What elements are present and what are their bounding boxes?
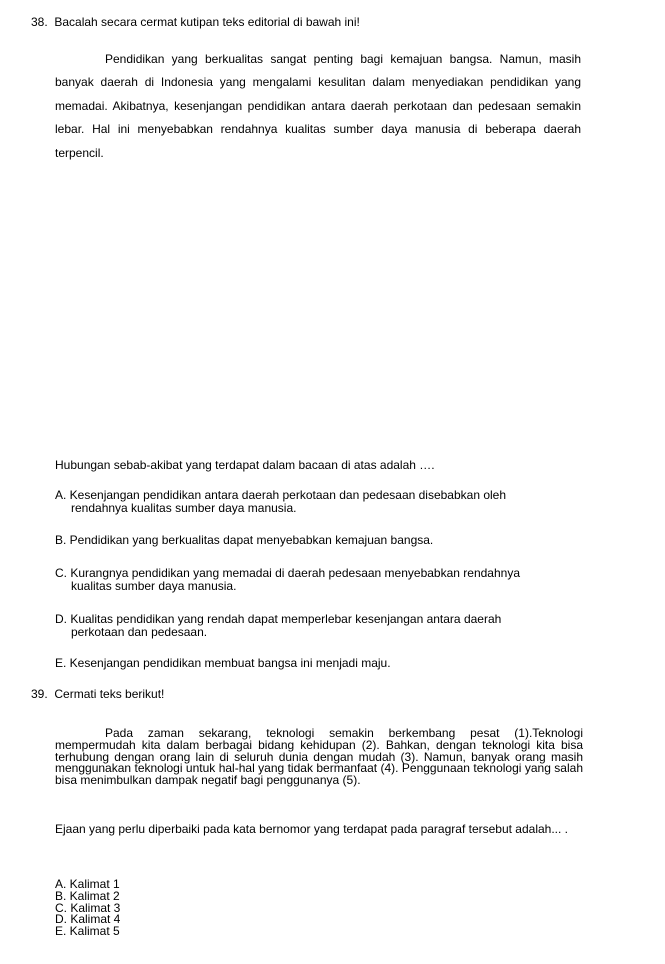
question-39-options	[55, 879, 120, 938]
question-39-prompt: Ejaan yang perlu diperbaiki pada kata bernomor yang terdapat pada paragraf tersebut adalah... .	[55, 822, 569, 836]
option-38-d-line2: perkotaan dan pedesaan.	[71, 624, 208, 639]
question-38-number: 38.	[31, 15, 48, 29]
editorial-passage-text: Pendidikan yang berkualitas sangat penting bagi kemajuan bangsa. Namun, masih banyak daerah di Indonesia yang mengalami kesulitan dalam menyediakan pendidikan yang memadai. Akibatnya, kesenjangan pendidikan antara daerah perkotaan dan pedesaan semakin lebar. Hal ini menyebabkan rendahnya kualitas sumber daya manusia di beberapa daerah terpencil.	[55, 52, 581, 160]
option-38-c[interactable]	[55, 567, 595, 592]
question-39-header	[31, 687, 164, 701]
option-39-e[interactable]: E. Kalimat 5	[55, 924, 120, 939]
technology-passage	[55, 728, 583, 787]
question-39-instruction: Cermati teks berikut!	[54, 687, 165, 701]
option-38-a-line2: rendahnya kualitas sumber daya manusia.	[71, 500, 297, 515]
option-38-a-line1: A. Kesenjangan pendidikan antara daerah perkotaan dan pedesaan disebabkan oleh	[55, 488, 507, 502]
question-38-prompt: Hubungan sebab-akibat yang terdapat dalam bacaan di atas adalah ….	[55, 458, 435, 472]
option-39-c[interactable]: C. Kalimat 3	[55, 900, 121, 915]
option-38-c-line1: C. Kurangnya pendidikan yang memadai di daerah pedesaan menyebabkan rendahnya	[55, 566, 520, 580]
option-38-a[interactable]	[55, 489, 595, 514]
option-38-c-line2: kualitas sumber daya manusia.	[71, 578, 237, 593]
question-38-header	[31, 15, 360, 29]
option-39-b[interactable]: B. Kalimat 2	[55, 888, 120, 903]
editorial-passage	[55, 48, 581, 165]
option-38-b-line1: B. Pendidikan yang berkualitas dapat menyebabkan kemajuan bangsa.	[55, 533, 434, 547]
option-38-b[interactable]	[55, 534, 595, 547]
option-39-d[interactable]: D. Kalimat 4	[55, 912, 121, 927]
question-39-number: 39.	[31, 687, 48, 701]
option-39-a[interactable]: A. Kalimat 1	[55, 877, 120, 891]
option-38-d[interactable]	[55, 613, 595, 638]
option-38-e[interactable]	[55, 657, 595, 670]
option-38-d-line1: D. Kualitas pendidikan yang rendah dapat memperlebar kesenjangan antara daerah	[55, 612, 502, 626]
option-38-e-line1: E. Kesenjangan pendidikan membuat bangsa ini menjadi maju.	[55, 656, 391, 670]
question-38-instruction: Bacalah secara cermat kutipan teks editorial di bawah ini!	[54, 15, 360, 29]
technology-passage-text: Pada zaman sekarang, teknologi semakin berkembang pesat (1).Teknologi mempermudah kita dalam berbagai bidang kehidupan (2). Bahkan, dengan teknologi kita bisa terhubung dengan orang lain di seluruh dunia dengan mudah (3). Namun, banyak orang masih menggunakan teknologi untuk hal-hal yang tidak bermanfaat (4). Penggunaan teknologi yang salah bisa menimbulkan dampak negatif bagi penggunanya (5).	[55, 726, 583, 788]
